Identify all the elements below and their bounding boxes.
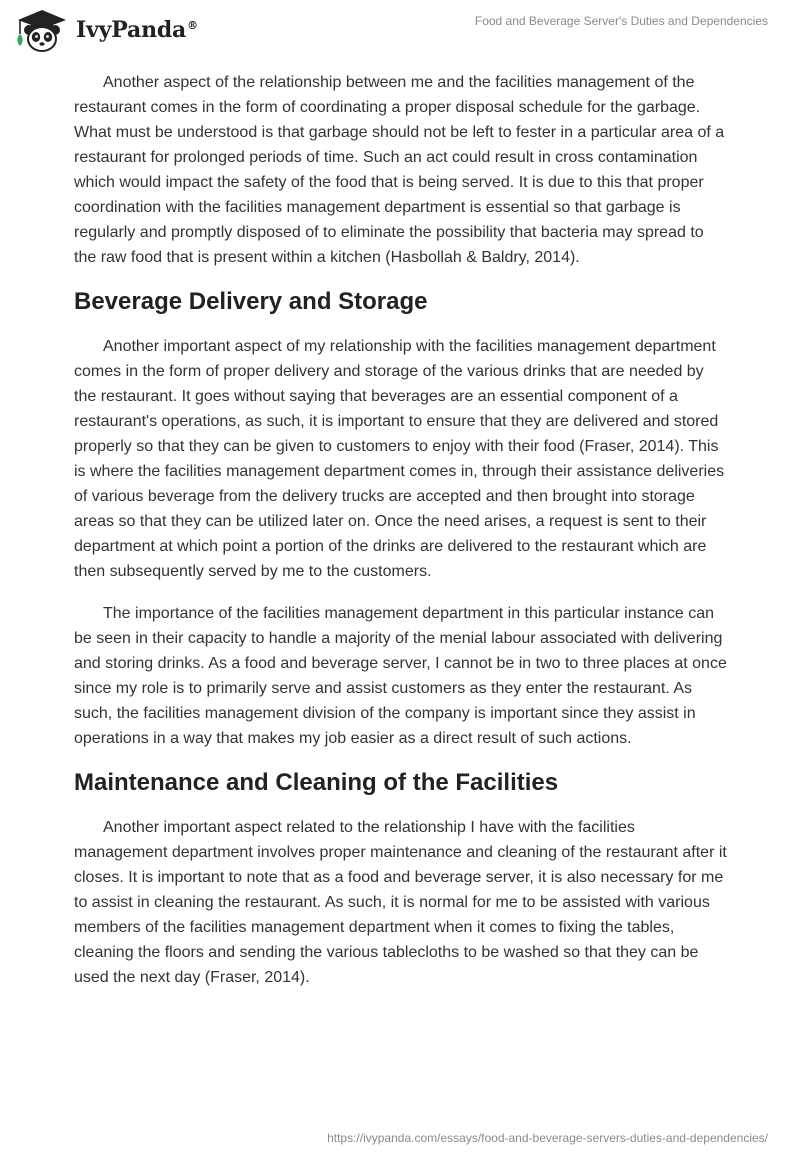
ivypanda-logo[interactable]	[14, 8, 198, 52]
paragraph-maintenance-cleaning: Another important aspect related to the relationship I have with the facilities management department involves proper maintenance and cleaning of the restaurant after it closes. It is important to note that as a food and beverage server, it is also necessary for me to assist in cleaning the restaurant. As such, it is normal for me to be assisted with various members of the facilities management department when it comes to fixing the tables, cleaning the floors and sending the various tablecloths to be washed so that they can be used the next day (Fraser, 2014).	[74, 819, 727, 986]
page-header	[0, 0, 800, 60]
source-url[interactable]: https://ivypanda.com/essays/food-and-beverage-servers-duties-and-dependencies/	[327, 1131, 768, 1145]
paragraph-beverage-delivery: Another important aspect of my relationship with the facilities management department comes in the form of proper delivery and storage of the various drinks that are needed by the restaurant. It goes without saying that beverages are an essential component of a restaurant's operations, as such, it is important to ensure that they are delivered and stored properly so that they can be given to customers to enjoy with their food (Fraser, 2014). This is where the facilities management department comes in, through their assistance deliveries of various beverage from the delivery trucks are accepted and then brought into storage areas so that they can be utilized later on. Once the need arises, a request is sent to their department at which point a portion of the drinks are delivered to the restaurant which are then subsequently served by me to the customers.	[74, 338, 725, 580]
logo-wordmark	[76, 17, 198, 43]
heading-beverage-delivery: Beverage Delivery and Storage	[74, 288, 428, 315]
registered-mark: ®	[187, 18, 198, 32]
paragraph-garbage-disposal: Another aspect of the relationship between me and the facilities management of the restaurant comes in the form of coordinating a proper disposal schedule for the garbage. What must be understood is that garbage should not be left to fester in a particular area of a restaurant for prolonged periods of time. Such an act could result in cross contamination which would impact the safety of the food that is being served. It is due to this that proper coordination with the facilities management department is essential so that garbage is regularly and promptly disposed of to eliminate the possibility that bacteria may spread to the raw food that is present within a kitchen (Hasbollah & Baldry, 2014).	[74, 74, 725, 266]
panda-icon	[14, 8, 70, 52]
document-title: Food and Beverage Server's Duties and Dependencies	[474, 14, 768, 28]
heading-maintenance-cleaning: Maintenance and Cleaning of the Facilities	[74, 769, 559, 796]
paragraph-facilities-importance: The importance of the facilities management department in this particular instance can be seen in their capacity to handle a majority of the menial labour associated with delivering and storing drinks. As a food and beverage server, I cannot be in two to three places at once since my role is to primarily serve and assist customers as they enter the restaurant. As such, the facilities management division of the company is important since they assist in operations in a way that makes my job easier as a direct result of such actions.	[74, 605, 727, 747]
essay-content	[74, 70, 730, 1007]
logo-text: IvyPanda	[76, 17, 187, 43]
